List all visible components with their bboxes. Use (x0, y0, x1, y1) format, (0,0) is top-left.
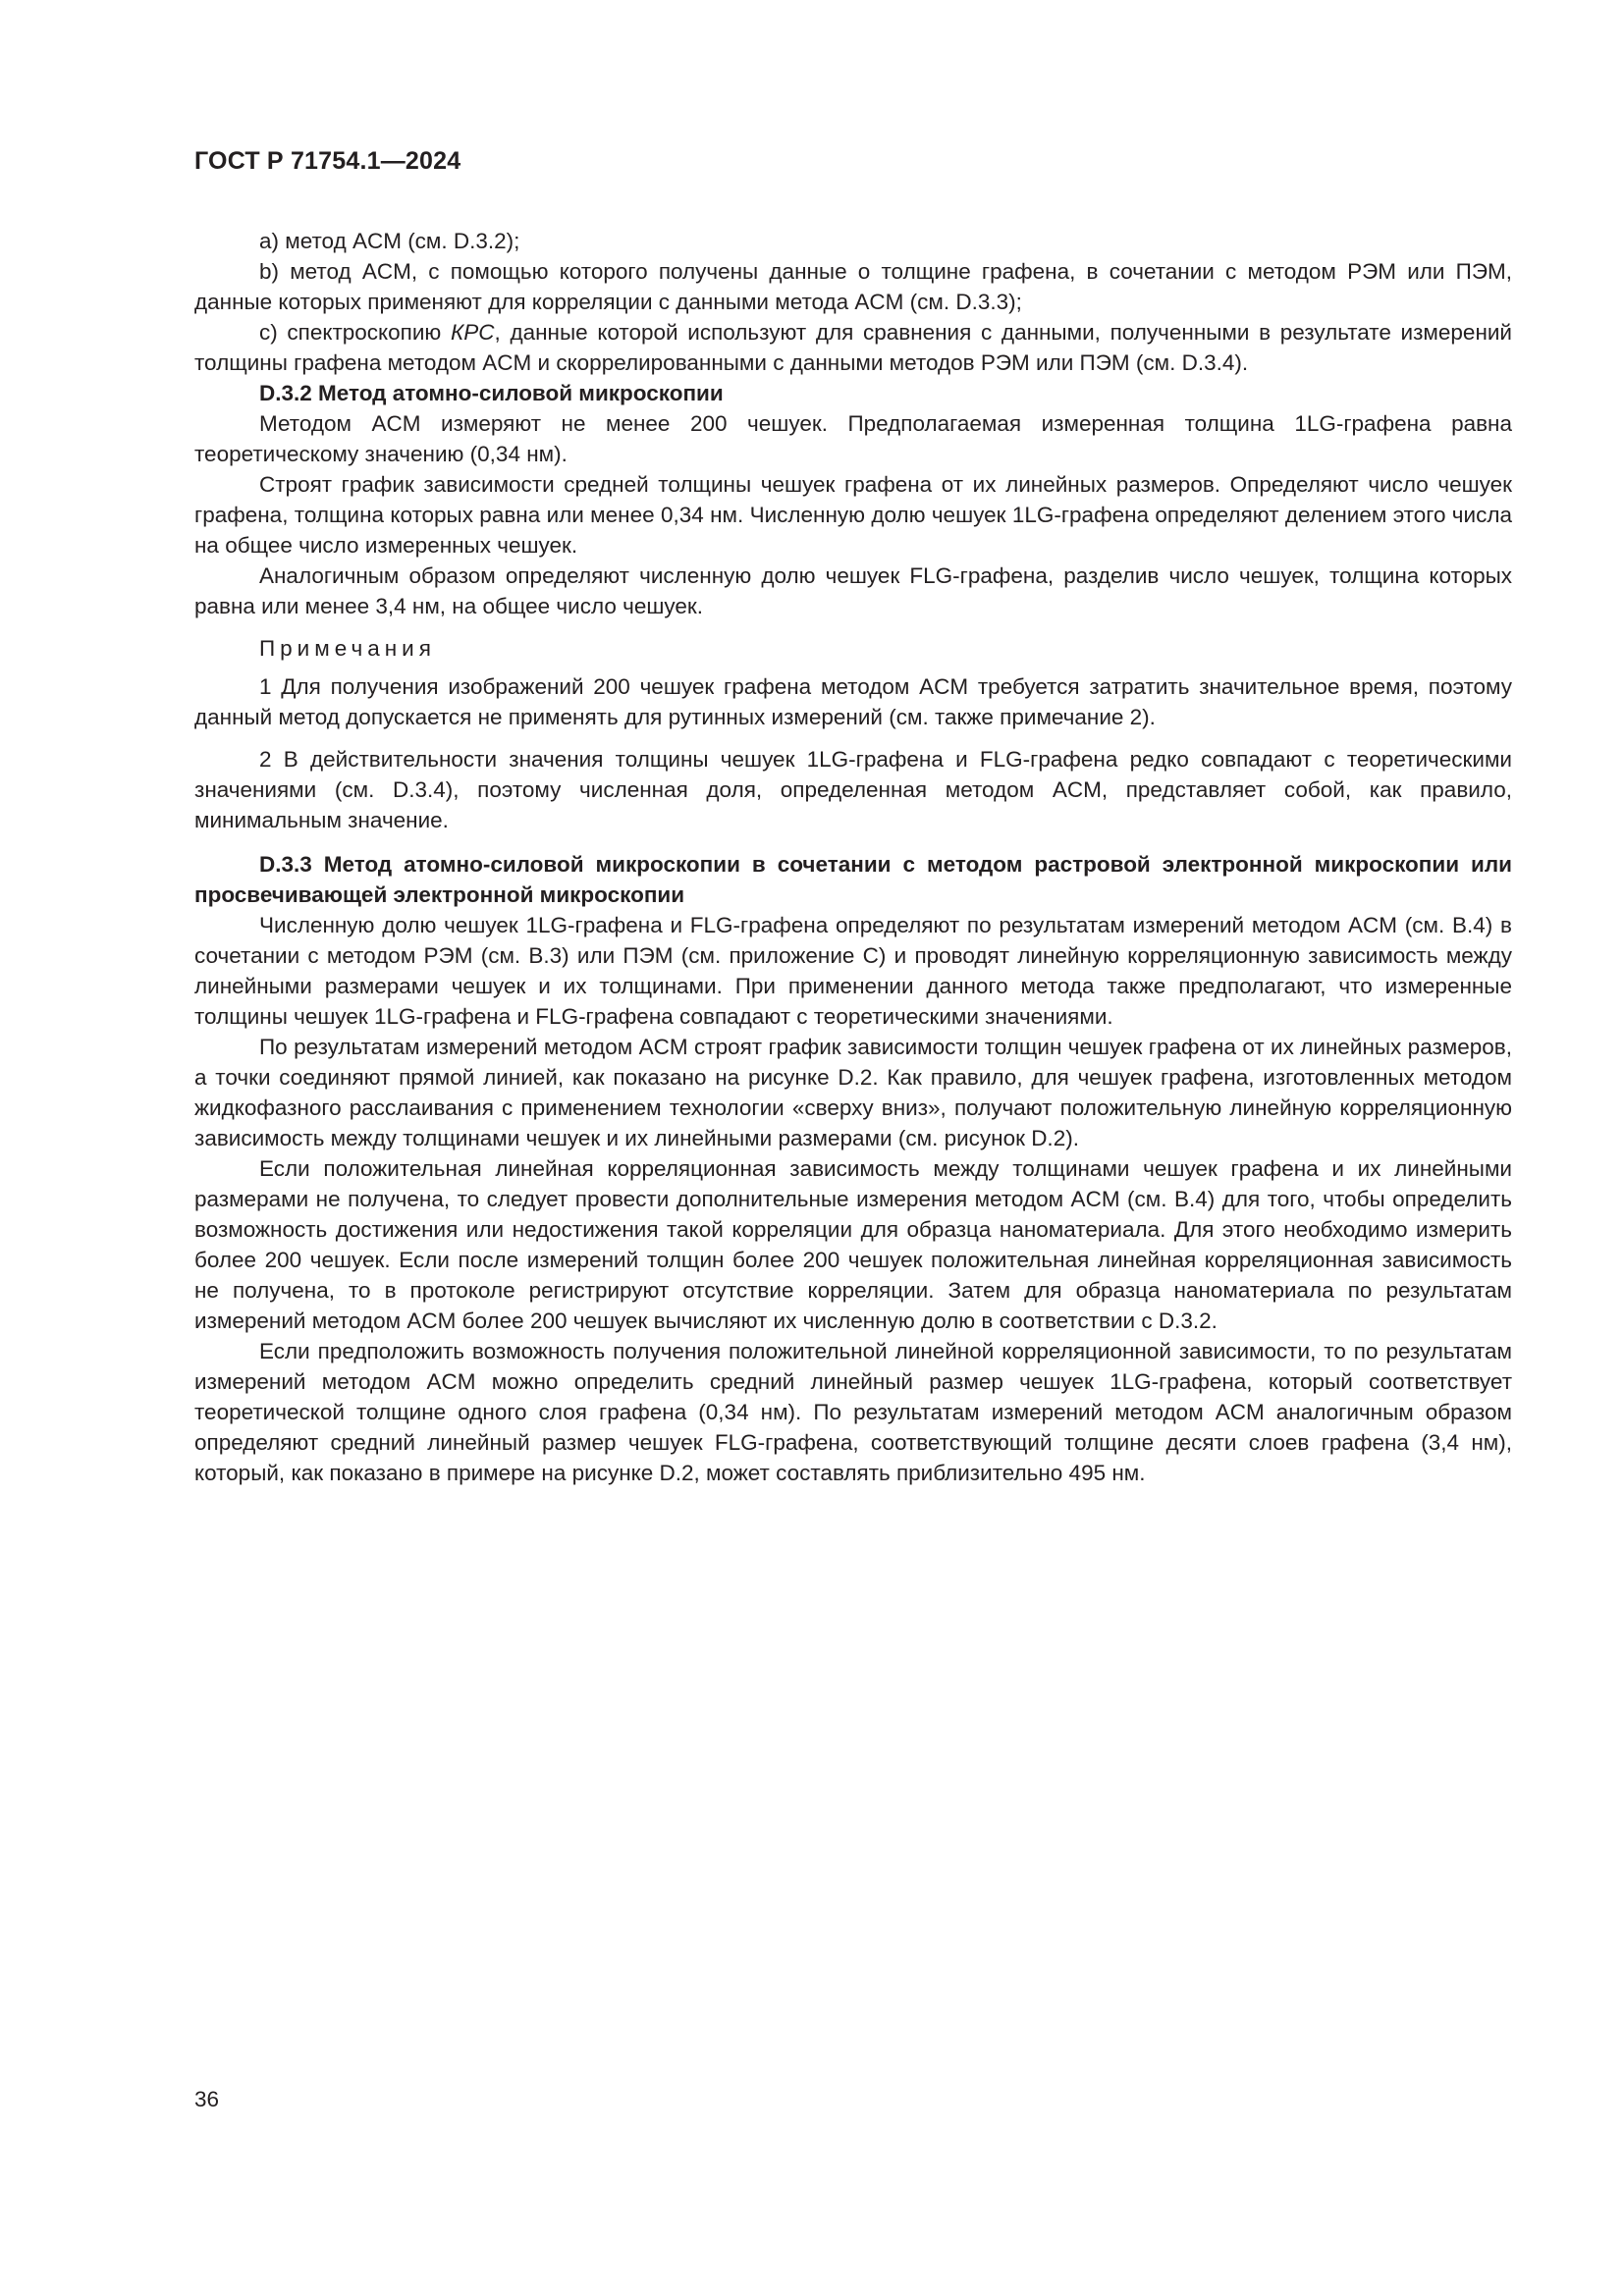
list-item-c-suffix: , данные которой используют для сравнения с данными, полученными в результате измерений толщины графена методом ACM и скоррелированными с данными методов РЭМ или ПЭМ (см. D.3.4). (194, 320, 1513, 375)
note-1: 1 Для получения изображений 200 чешуек графена методом ACM требуется затратить значительное время, поэтому данный метод допускается не применять для рутинных измерений (см. также примечание 2). (194, 674, 1512, 729)
paragraph: Численную долю чешуек 1LG-графена и FLG-графена определяют по результатам измерений методом ACM (см. B.4) в сочетании с методом РЭМ (см. B.3) или ПЭМ (см. приложение C) и проводят линейную корреляционную зависимость между линейными размерами чешуек и их толщинами. При применении данного метода также предполагают, что измеренные толщины чешуек 1LG-графена и FLG-графена совпадают с теоретическими значениями. (194, 913, 1512, 1029)
section-heading-d33: D.3.3 Метод атомно-силовой микроскопии в сочетании с методом растровой электронной микроскопии или просвечивающей электронной микроскопии (194, 852, 1512, 907)
standard-header: ГОСТ Р 71754.1—2024 (194, 147, 461, 175)
document-body (194, 226, 1512, 1488)
paragraph: Строят график зависимости средней толщины чешуек графена от их линейных размеров. Определяют число чешуек графена, толщина которых равна или менее 0,34 нм. Численную долю чешуек 1LG-графена определяют делением этого числа на общее число измеренных чешуек. (194, 472, 1512, 558)
section-heading-d32: D.3.2 Метод атомно-силовой микроскопии (259, 381, 724, 405)
paragraph: Если предположить возможность получения положительной линейной корреляционной зависимости, то по результатам измерений методом ACM можно определить средний линейный размер чешуек 1LG-графена, который соответствует теоретической толщине одного слоя графена (0,34 нм). По результатам измерений методом ACM аналогичным образом определяют средний линейный размер чешуек FLG-графена, соответствующий толщине десяти слоев графена (3,4 нм), который, как показано в примере на рисунке D.2, может составлять приблизительно 495 нм. (194, 1339, 1512, 1485)
paragraph: Аналогичным образом определяют численную долю чешуек FLG-графена, разделив число чешуек, толщина которых равна или менее 3,4 нм, на общее число чешуек. (194, 563, 1512, 618)
list-item-a: a) метод ACM (см. D.3.2); (259, 229, 520, 253)
notes-title: Примечания (259, 636, 436, 661)
paragraph: По результатам измерений методом ACM строят график зависимости толщин чешуек графена от их линейных размеров, а точки соединяют прямой линией, как показано на рисунке D.2. Как правило, для чешуек графена, изготовленных методом жидкофазного расслаивания с применением технологии «сверху вниз», получают положительную линейную корреляционную зависимость между толщинами чешуек и их линейными размерами (см. рисунок D.2). (194, 1035, 1512, 1150)
note-2: 2 В действительности значения толщины чешуек 1LG-графена и FLG-графена редко совпадают с теоретическими значениями (см. D.3.4), поэтому численная доля, определенная методом ACM, представляет собой, как правило, минимальным значение. (194, 747, 1512, 832)
page-number: 36 (194, 2087, 220, 2111)
list-item-c-abbr: КРС (450, 320, 495, 345)
list-item-c-prefix: c) спектроскопию (259, 320, 451, 345)
paragraph: Методом ACM измеряют не менее 200 чешуек. Предполагаемая измеренная толщина 1LG-графена равна теоретическому значению (0,34 нм). (194, 411, 1512, 466)
list-item-c (194, 317, 1512, 378)
list-item-b: b) метод ACM, с помощью которого получены данные о толщине графена, в сочетании с методом РЭМ или ПЭМ, данные которых применяют для корреляции с данными метода ACM (см. D.3.3); (194, 259, 1512, 314)
paragraph: Если положительная линейная корреляционная зависимость между толщинами чешуек графена и их линейными размерами не получена, то следует провести дополнительные измерения методом ACM (см. B.4) для того, чтобы определить возможность достижения или недостижения такой корреляции для образца наноматериала. Для этого необходимо измерить более 200 чешуек. Если после измерений толщин более 200 чешуек положительная линейная корреляционная зависимость не получена, то в протоколе регистрируют отсутствие корреляции. Затем для образца наноматериала по результатам измерений методом ACM более 200 чешуек вычисляют их численную долю в соответствии с D.3.2. (194, 1156, 1512, 1333)
